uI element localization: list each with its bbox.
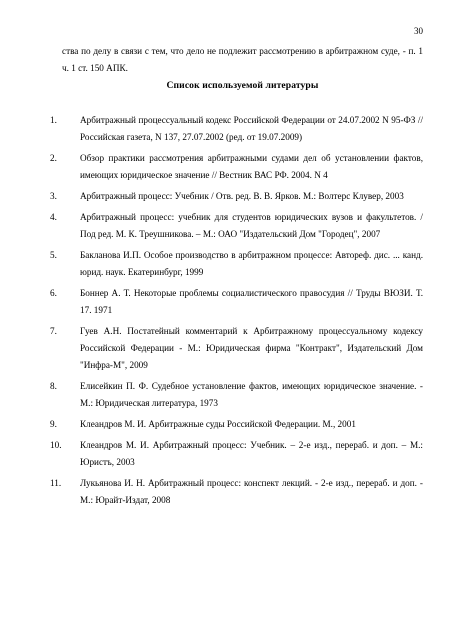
reference-number: 1. (50, 115, 57, 125)
reference-text: Елисейкин П. Ф. Судебное установление фактов, имеющих юридическое значение. - М.: Юридическая литература, 1973 (80, 381, 423, 408)
reference-list (50, 112, 423, 513)
reference-number: 3. (50, 191, 57, 201)
reference-number: 8. (50, 381, 57, 391)
reference-item (50, 209, 423, 243)
reference-text: Арбитражный процессуальный кодекс Российской Федерации от 24.07.2002 N 95-ФЗ // Российская газета, N 137, 27.07.2002 (ред. от 19.07.2009) (80, 115, 423, 142)
reference-number: 7. (50, 326, 57, 336)
reference-number: 2. (50, 153, 57, 163)
bibliography-heading: Список используемой литературы (166, 80, 319, 91)
reference-text: Клеандров М. И. Арбитражные суды Российской Федерации. М., 2001 (80, 419, 356, 429)
reference-number: 6. (50, 288, 57, 298)
reference-text: Арбитражный процесс: Учебник / Отв. ред. В. В. Ярков. М.: Волтерс Клувер, 2003 (80, 191, 404, 201)
reference-text: Обзор практики рассмотрения арбитражными судами дел об установлении фактов, имеющих юридическое значение // Вестник ВАС РФ. 2004. N 4 (80, 153, 423, 180)
reference-text: Лукьянова И. Н. Арбитражный процесс: конспект лекций. - 2-е изд., перераб. и доп. - М.: Юрайт-Издат, 2008 (80, 478, 423, 505)
reference-item (50, 150, 423, 184)
reference-item (50, 323, 423, 374)
reference-item (50, 285, 423, 319)
reference-number: 10. (50, 440, 62, 450)
reference-item (50, 378, 423, 412)
reference-text: Гуев А.Н. Постатейный комментарий к Арбитражному процессуальному кодексу Российской Федерации - М.: Юридическая фирма "Контракт", Издательский Дом "Инфра-М", 2009 (80, 326, 423, 370)
reference-item (50, 416, 423, 433)
reference-item (50, 112, 423, 146)
reference-item (50, 475, 423, 509)
page-number: 30 (414, 26, 423, 36)
intro-paragraph: ства по делу в связи с тем, что дело не подлежит рассмотрению в арбитражном суде, - п. 1 ч. 1 ст. 150 АПК. (62, 46, 423, 73)
reference-text: Клеандров М. И. Арбитражный процесс: Учебник. – 2-е изд., перераб. и доп. – М.: Юристъ, 2003 (80, 440, 423, 467)
reference-item (50, 188, 423, 205)
reference-item (50, 247, 423, 281)
reference-item (50, 437, 423, 471)
reference-text: Боннер А. Т. Некоторые проблемы социалистического правосудия // Труды ВЮЗИ. Т. 17. 1971 (80, 288, 423, 315)
reference-number: 11. (50, 478, 62, 488)
reference-number: 4. (50, 212, 57, 222)
reference-text: Арбитражный процесс: учебник для студентов юридических вузов и факультетов. / Под ред. М. К. Треушникова. – М.: ОАО "Издательский Дом "Городец", 2007 (80, 212, 423, 239)
reference-number: 9. (50, 419, 57, 429)
reference-text: Бакланова И.П. Особое производство в арбитражном процессе: Автореф. дис. ... канд. юрид. наук. Екатеринбург, 1999 (80, 250, 423, 277)
reference-number: 5. (50, 250, 57, 260)
